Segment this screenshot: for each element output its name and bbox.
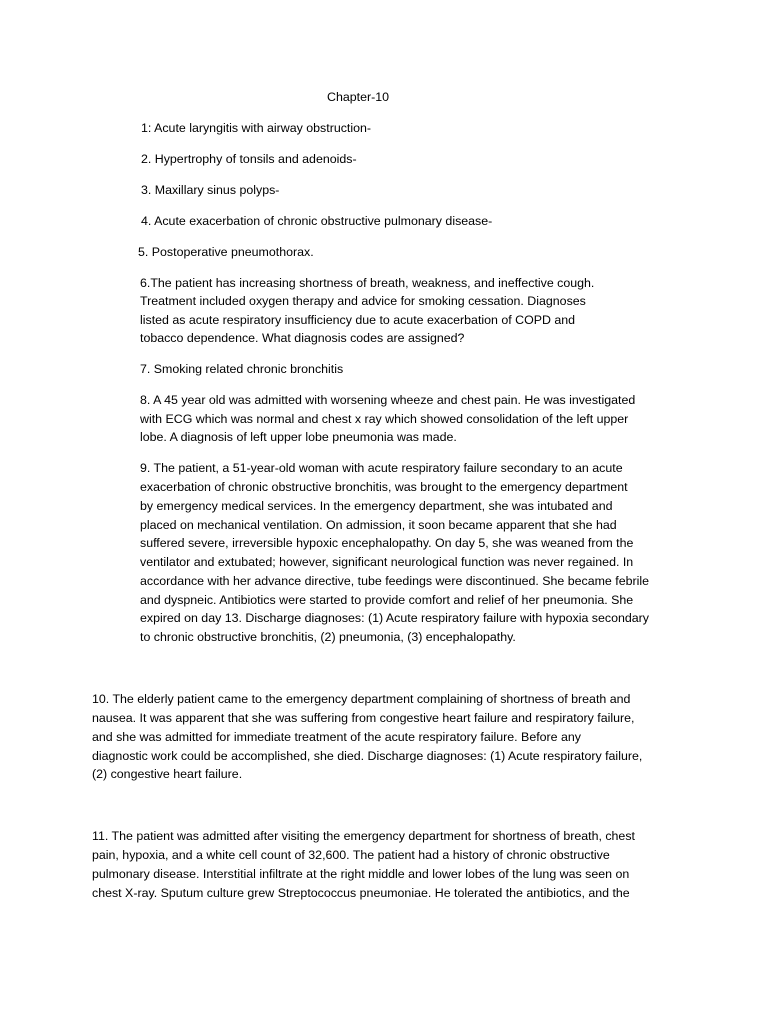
item-9-line-4: placed on mechanical ventilation. On admission, it soon became apparent that she had [140,518,617,532]
item-2-line-1: 2. Hypertrophy of tonsils and adenoids- [141,152,357,166]
item-6-line-2: Treatment included oxygen therapy and advice for smoking cessation. Diagnoses [140,294,586,308]
item-1-line-1: 1: Acute laryngitis with airway obstruction- [141,121,372,135]
item-10-line-3: and she was admitted for immediate treatment of the acute respiratory failure. Before any [92,730,581,744]
item-7-line-1: 7. Smoking related chronic bronchitis [140,362,344,376]
item-10-line-5: (2) congestive heart failure. [92,767,243,781]
item-9-line-9: expired on day 13. Discharge diagnoses: (1) Acute respiratory failure with hypoxia secondary [140,611,649,625]
item-10-line-1: 10. The elderly patient came to the emergency department complaining of shortness of breath and [92,692,631,706]
item-11-line-3: pulmonary disease. Interstitial infiltrate at the right middle and lower lobes of the lung was seen on [92,867,630,881]
item-10-line-2: nausea. It was apparent that she was suffering from congestive heart failure and respiratory failure, [92,711,635,725]
item-9-line-8: and dyspneic. Antibiotics were started to provide comfort and relief of her pneumonia. She [140,593,634,607]
item-3-line-1: 3. Maxillary sinus polyps- [141,183,280,197]
item-11-line-2: pain, hypoxia, and a white cell count of 32,600. The patient had a history of chronic obstructive [92,848,610,862]
item-9-line-7: accordance with her advance directive, tube feedings were discontinued. She became febrile [140,574,650,588]
item-6-line-3: listed as acute respiratory insufficiency due to acute exacerbation of COPD and [140,313,576,327]
item-9-line-1: 9. The patient, a 51-year-old woman with acute respiratory failure secondary to an acute [140,461,623,475]
item-4-line-1: 4. Acute exacerbation of chronic obstructive pulmonary disease- [141,214,493,228]
item-5-line-1: 5. Postoperative pneumothorax. [138,245,314,259]
item-6-line-4: tobacco dependence. What diagnosis codes are assigned? [140,331,465,345]
page-title: Chapter-10 [327,90,389,104]
item-11-line-4: chest X-ray. Sputum culture grew Streptococcus pneumoniae. He tolerated the antibiotics, and the [92,886,630,900]
item-9-line-3: by emergency medical services. In the emergency department, she was intubated and [140,499,613,513]
item-9-line-6: ventilator and extubated; however, significant neurological function was never regained. In [140,555,634,569]
item-9-line-2: exacerbation of chronic obstructive bronchitis, was brought to the emergency department [140,480,628,494]
item-9-line-5: suffered severe, irreversible hypoxic encephalopathy. On day 5, she was weaned from the [140,536,634,550]
item-8-line-3: lobe. A diagnosis of left upper lobe pneumonia was made. [140,430,457,444]
item-9-line-10: to chronic obstructive bronchitis, (2) pneumonia, (3) encephalopathy. [140,630,516,644]
item-10-line-4: diagnostic work could be accomplished, she died. Discharge diagnoses: (1) Acute respiratory failure, [92,749,643,763]
item-6-line-1: 6.The patient has increasing shortness of breath, weakness, and ineffective cough. [140,276,595,290]
item-11-line-1: 11. The patient was admitted after visiting the emergency department for shortness of breath, chest [92,829,635,843]
item-8-line-1: 8. A 45 year old was admitted with worsening wheeze and chest pain. He was investigated [140,393,636,407]
item-8-line-2: with ECG which was normal and chest x ray which showed consolidation of the left upper [140,412,629,426]
